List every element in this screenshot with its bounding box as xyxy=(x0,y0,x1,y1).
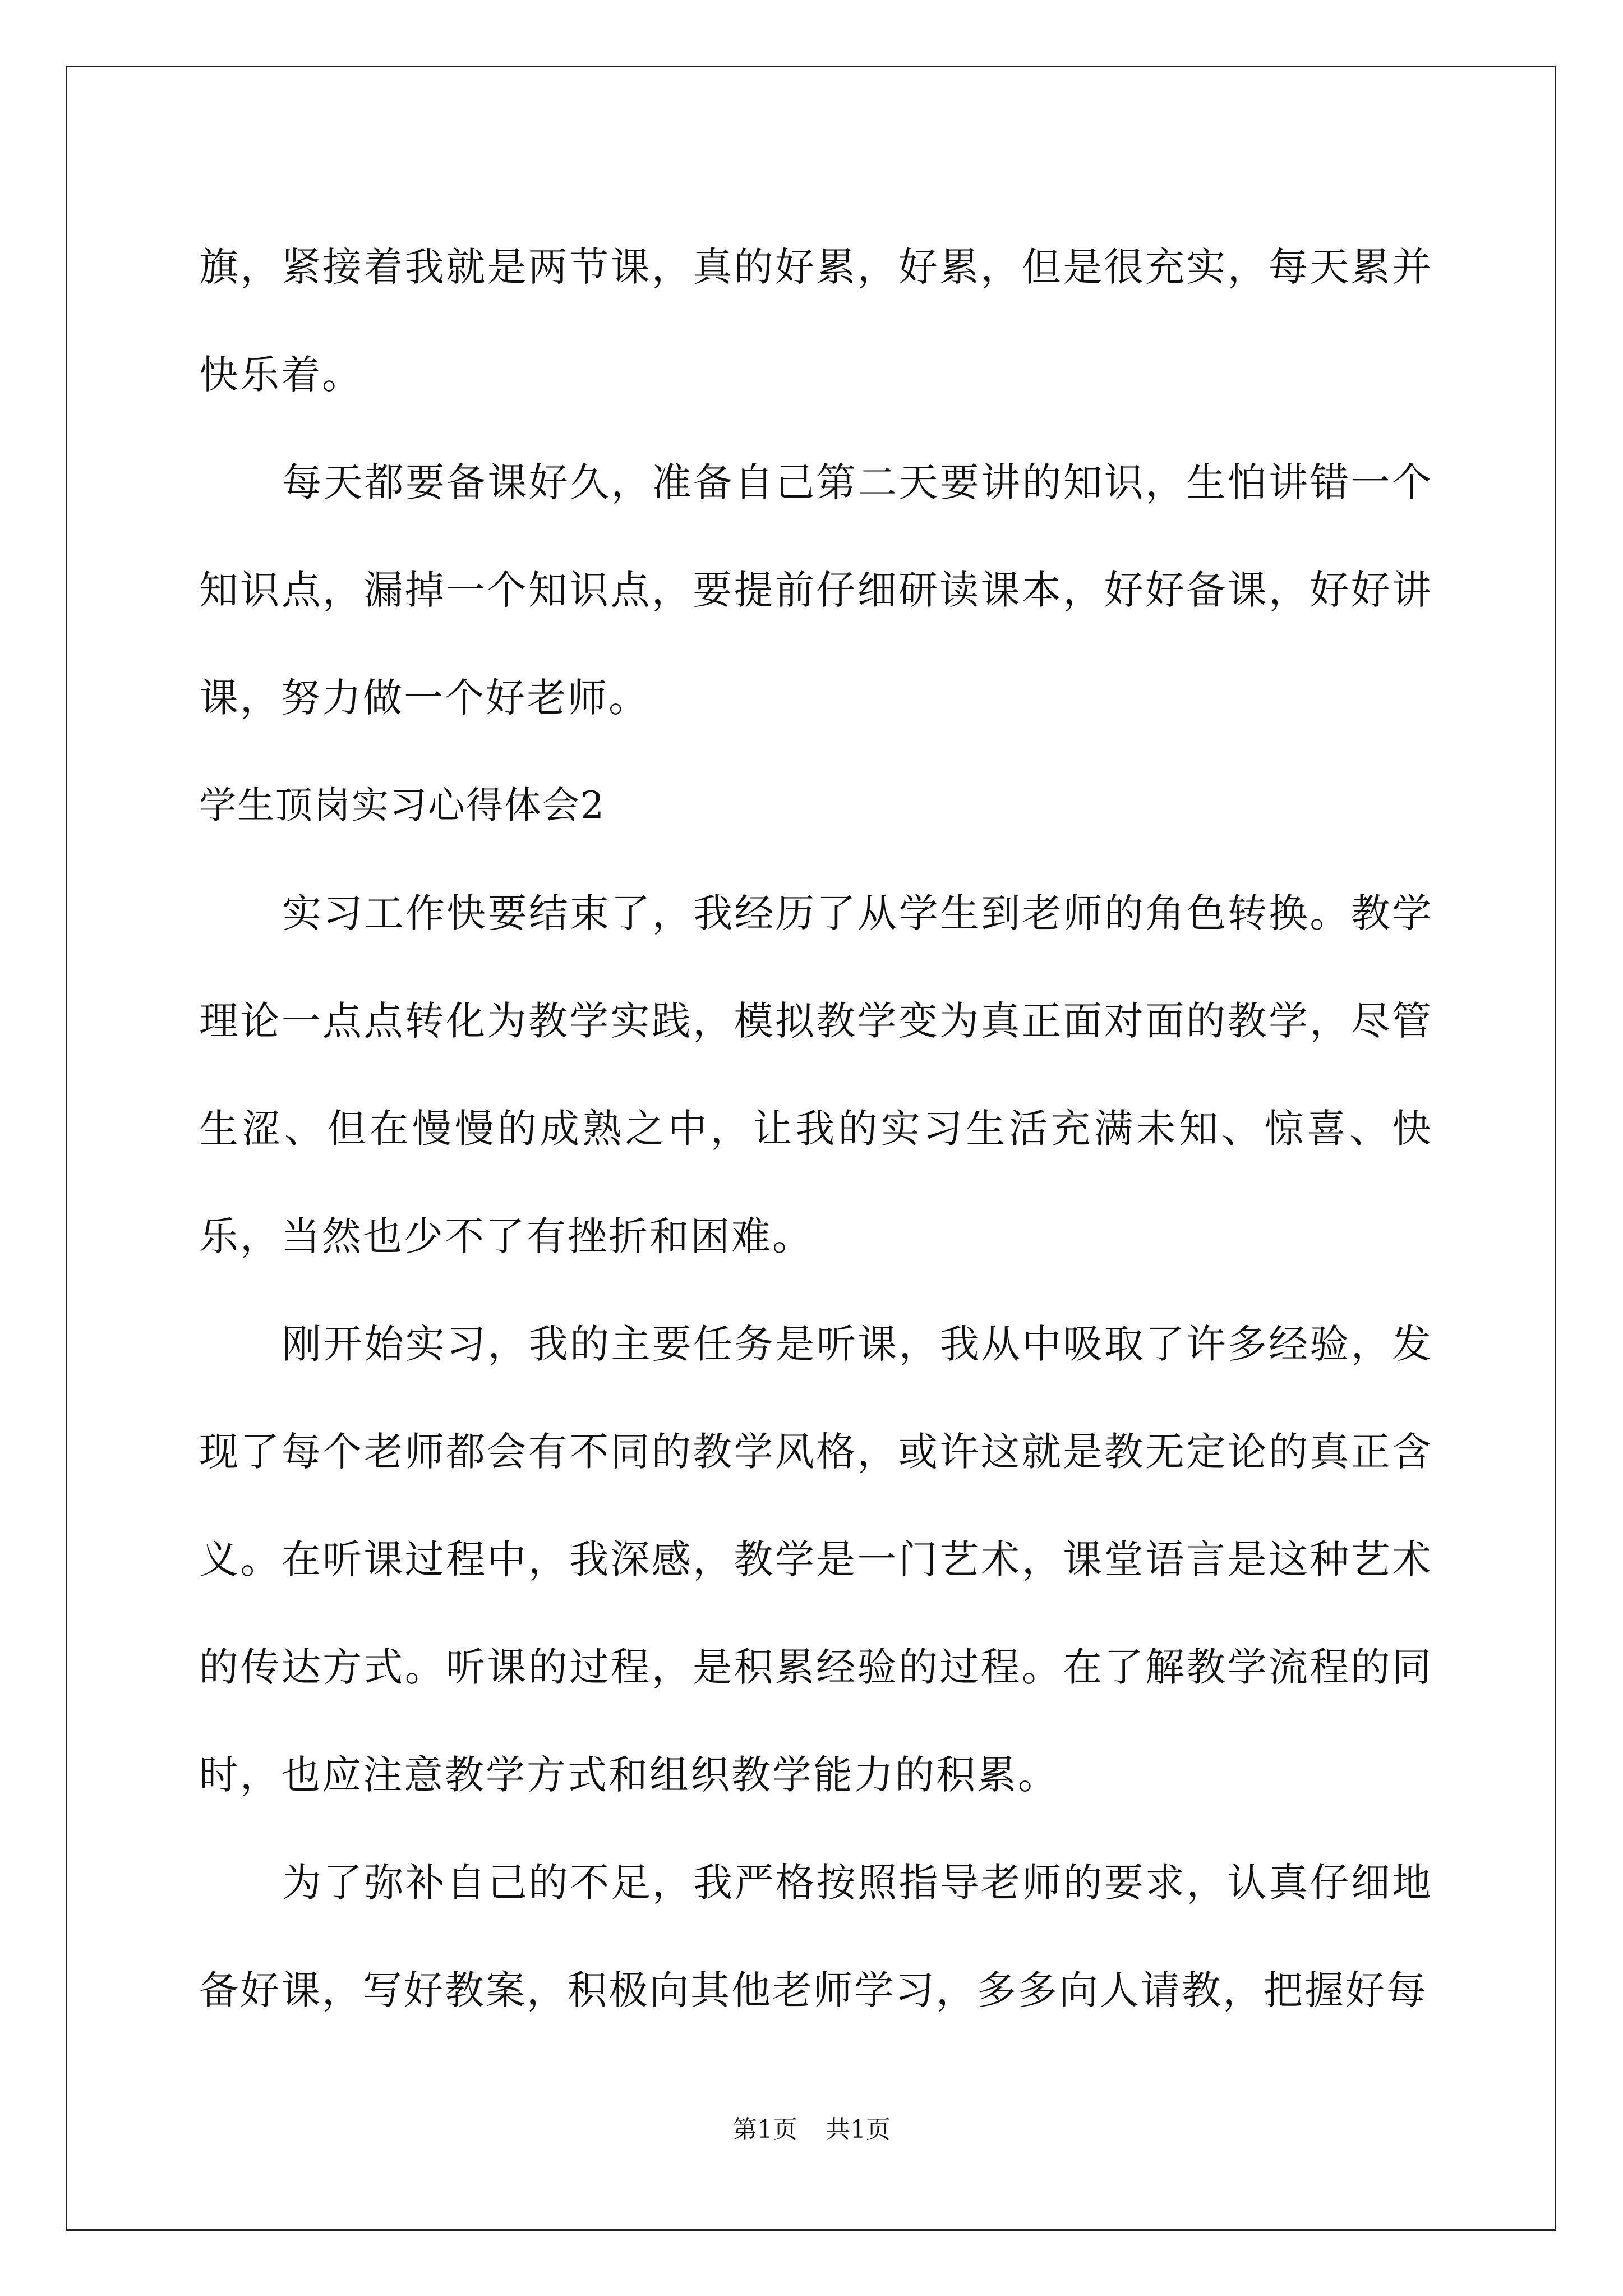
paragraph-5: 为了弥补自己的不足，我严格按照指导老师的要求，认真仔细地备好课，写好教案，积极向其他老师学习，多多向人请教，把握好每 xyxy=(199,1860,1433,2013)
paragraph-2: 每天都要备课好久，准备自己第二天要讲的知识，生怕讲错一个知识点，漏掉一个知识点，要提前仔细研读课本，好好备课，好好讲课，努力做一个好老师。 xyxy=(199,459,1433,721)
paragraph-3: 实习工作快要结束了，我经历了从学生到老师的角色转换。教学理论一点点转化为教学实践，模拟教学变为真正面对面的教学，尽管生涩、但在慢慢的成熟之中，让我的实习生活充满未知、惊喜、快乐，当然也少不了有挫折和困难。 xyxy=(199,890,1433,1259)
page-total: 共1页 xyxy=(826,2115,891,2144)
paragraph-1: 旗，紧接着我就是两节课，真的好累，好累，但是很充实，每天累并快乐着。 xyxy=(199,244,1433,398)
document-body xyxy=(199,213,1433,2044)
page-number: 第1页 xyxy=(732,2115,797,2144)
paragraph-4: 刚开始实习，我的主要任务是听课，我从中吸取了许多经验，发现了每个老师都会有不同的教学风格，或许这就是教无定论的真正含义。在听课过程中，我深感，教学是一门艺术，课堂语言是这种艺术的传达方式。听课的过程，是积累经验的过程。在了解教学流程的同时，也应注意教学方式和组织教学能力的积累。 xyxy=(199,1321,1433,1798)
section-heading: 学生顶岗实习心得体会2 xyxy=(199,784,605,827)
page-footer xyxy=(0,2109,1623,2145)
